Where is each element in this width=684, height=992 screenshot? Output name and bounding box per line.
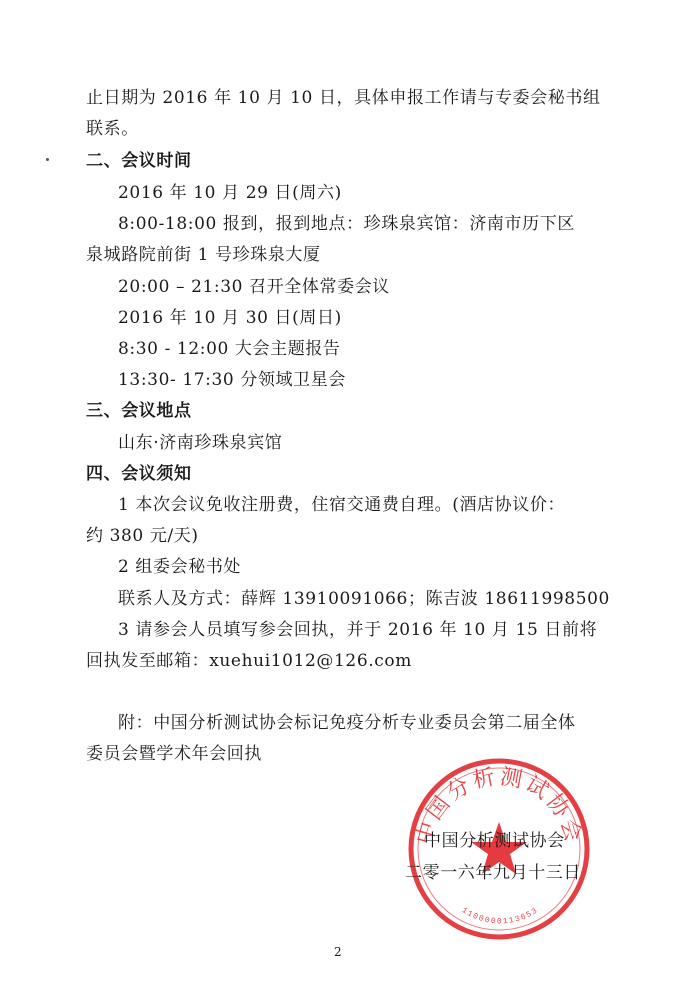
email-line: 回执发至邮箱：xuehui1012@126.com — [86, 651, 412, 671]
attachment-line: 委员会暨学术年会回执 — [86, 744, 262, 764]
body-line: 联系。 — [86, 119, 139, 139]
page-number: 2 — [334, 945, 342, 959]
section-heading-venue: 三、会议地点 — [86, 401, 192, 421]
signature-date: 二零一六年九月十三日 — [405, 863, 581, 883]
scan-speck — [46, 158, 49, 161]
body-line: 止日期为 2016 年 10 月 10 日，具体申报工作请与专委会秘书组 — [86, 88, 601, 108]
signature-organization: 中国分析测试协会 — [424, 831, 565, 851]
body-line: 20:00 – 21:30 召开全体常委会议 — [118, 277, 390, 297]
body-line: 8:30 - 12:00 大会主题报告 — [118, 339, 341, 359]
svg-text:1100000113653: 1100000113653 — [459, 906, 541, 927]
body-line: 2016 年 10 月 29 日(周六) — [118, 183, 342, 203]
body-line: 2 组委会秘书处 — [118, 557, 242, 577]
body-line: 8:00-18:00 报到，报到地点：珍珠泉宾馆：济南市历下区 — [118, 214, 575, 234]
attachment-line: 附：中国分析测试协会标记免疫分析专业委员会第二届全体 — [118, 713, 576, 733]
body-line: 3 请参会人员填写参会回执，并于 2016 年 10 月 15 日前将 — [118, 620, 598, 640]
body-line: 2016 年 10 月 30 日(周日) — [118, 308, 342, 328]
body-line: 泉城路院前街 1 号珍珠泉大厦 — [86, 245, 321, 265]
body-line: 1 本次会议免收注册费，住宿交通费自理。(酒店协议价： — [118, 495, 566, 515]
body-line: 山东·济南珍珠泉宾馆 — [118, 433, 283, 453]
contact-line: 联系人及方式：薛辉 13910091066；陈吉波 18611998500 — [118, 589, 610, 609]
body-line: 约 380 元/天) — [86, 526, 199, 546]
section-heading-notes: 四、会议须知 — [86, 464, 192, 484]
body-line: 13:30- 17:30 分领域卫星会 — [118, 370, 346, 390]
svg-text:中国分析测试协会: 中国分析测试协会 — [410, 763, 588, 847]
section-heading-time: 二、会议时间 — [86, 151, 192, 171]
